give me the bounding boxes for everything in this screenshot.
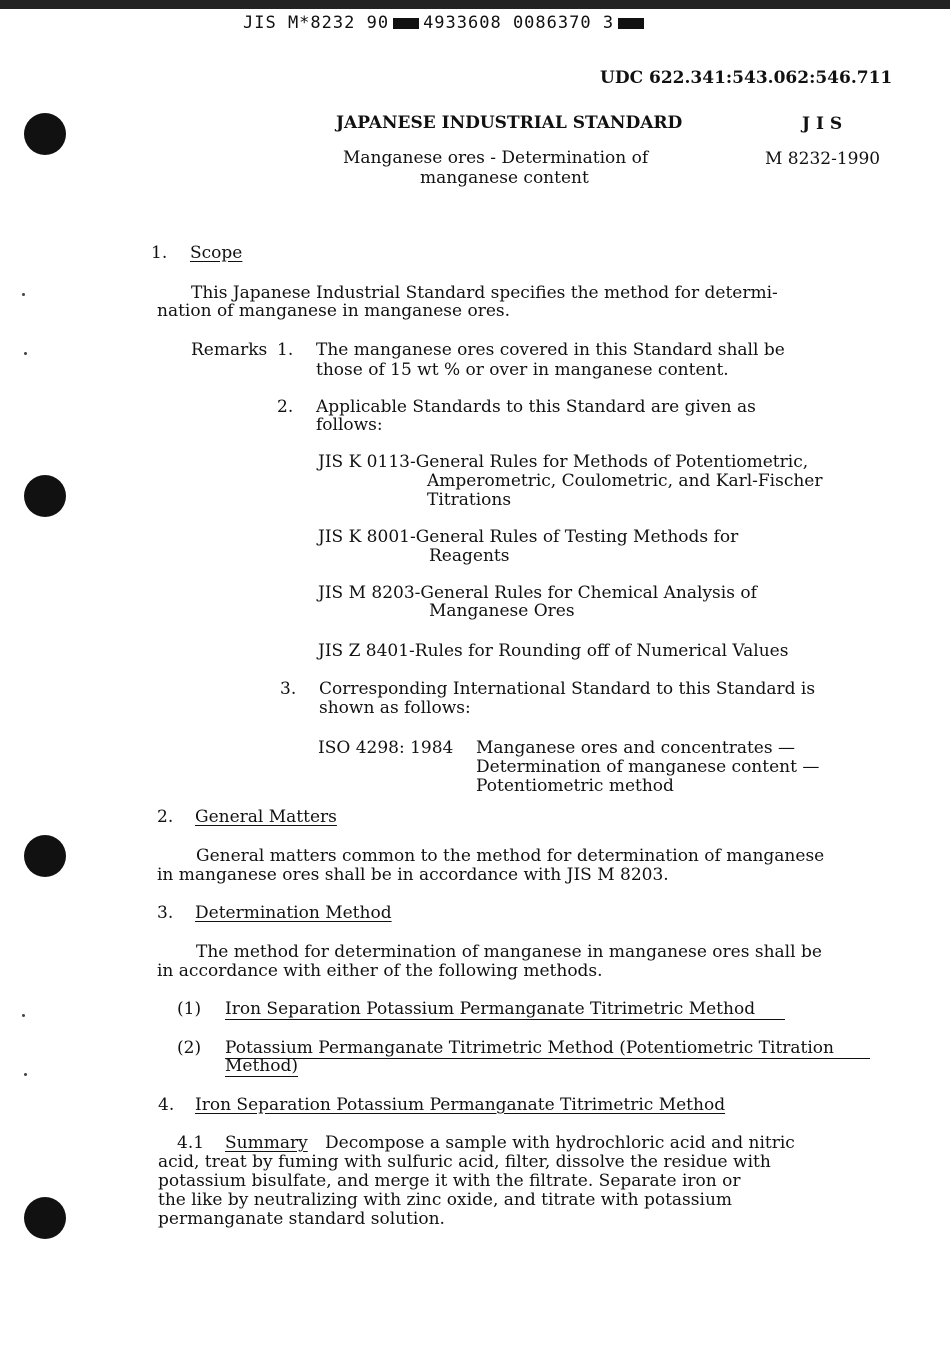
remark-line: follows: <box>316 415 383 435</box>
iso-title: Potentiometric method <box>476 776 674 796</box>
paragraph-line: the like by neutralizing with zinc oxide, and titrate with potassium <box>158 1190 733 1210</box>
doc-number: M 8232-1990 <box>765 149 881 169</box>
iso-title: Manganese ores and concentrates — <box>476 738 795 758</box>
scan-speck <box>22 293 25 296</box>
punch-hole <box>24 113 66 155</box>
barcode-block <box>393 18 419 29</box>
section-number: 1. <box>151 243 168 263</box>
standard-ref: JIS M 8203-General Rules for Chemical Analysis of <box>318 583 757 603</box>
remark-number: 3. <box>280 679 297 699</box>
section-number: 3. <box>157 903 174 923</box>
scan-speck <box>22 1014 25 1017</box>
remark-line: Applicable Standards to this Standard are given as <box>316 397 756 417</box>
jis-label: J I S <box>802 114 843 134</box>
subsection-number: 4.1 <box>177 1133 205 1153</box>
remark-line: shown as follows: <box>319 698 471 718</box>
udc-code: UDC 622.341:543.062:546.711 <box>600 68 893 88</box>
doc-title-line1: Manganese ores - Determination of <box>343 148 649 168</box>
standard-ref: JIS Z 8401-Rules for Rounding off of Numerical Values <box>318 641 789 661</box>
section-heading-scope: Scope <box>190 243 243 263</box>
scan-edge <box>0 0 950 9</box>
punch-hole <box>24 475 66 517</box>
iso-title: Determination of manganese content — <box>476 757 820 777</box>
iso-code: ISO 4298: 1984 <box>318 738 454 758</box>
punch-hole <box>24 835 66 877</box>
standard-ref: Manganese Ores <box>429 601 575 621</box>
punch-hole <box>24 1197 66 1239</box>
section-heading-method: Determination Method <box>195 903 392 923</box>
subsection-heading-summary: Summary <box>225 1133 308 1153</box>
remark-line: Corresponding International Standard to this Standard is <box>319 679 816 699</box>
method-title: Potassium Permanganate Titrimetric Method (Potentiometric Titration <box>225 1038 834 1058</box>
remark-number: 1. <box>277 340 294 360</box>
standard-ref: Titrations <box>427 490 512 510</box>
paragraph-line: permanganate standard solution. <box>158 1209 445 1229</box>
method-number: (1) <box>177 999 202 1019</box>
scan-speck <box>24 1073 27 1076</box>
standard-title: JAPANESE INDUSTRIAL STANDARD <box>336 113 683 133</box>
paragraph-line: The method for determination of manganese in manganese ores shall be <box>196 942 822 962</box>
method-number: (2) <box>177 1038 202 1058</box>
standard-ref: JIS K 0113-General Rules for Methods of Potentiometric, <box>318 452 809 472</box>
doc-title-line2: manganese content <box>420 168 589 188</box>
section-heading-iron-separation: Iron Separation Potassium Permanganate Titrimetric Method <box>195 1095 726 1115</box>
standard-ref: Amperometric, Coulometric, and Karl-Fischer <box>427 471 823 491</box>
remark-line: those of 15 wt % or over in manganese content. <box>316 360 729 380</box>
catalog-code <box>243 13 648 33</box>
method-underline <box>225 1019 785 1020</box>
method-title: Method) <box>225 1056 298 1076</box>
remark-number: 2. <box>277 397 294 417</box>
barcode-block <box>618 18 644 29</box>
method-underline <box>225 1076 298 1077</box>
catalog-code-part1: JIS M*8232 90 <box>243 13 390 33</box>
section-number: 4. <box>158 1095 175 1115</box>
standard-ref: Reagents <box>429 546 510 566</box>
paragraph-line: General matters common to the method for determination of manganese <box>196 846 825 866</box>
paragraph-line: in accordance with either of the following methods. <box>157 961 603 981</box>
remark-line: The manganese ores covered in this Standard shall be <box>316 340 785 360</box>
paragraph-line: acid, treat by fuming with sulfuric acid, filter, dissolve the residue with <box>158 1152 771 1172</box>
paragraph-line: nation of manganese in manganese ores. <box>157 301 511 321</box>
paragraph-line: in manganese ores shall be in accordance with JIS M 8203. <box>157 865 669 885</box>
section-heading-general: General Matters <box>195 807 337 827</box>
paragraph-line: Decompose a sample with hydrochloric acid and nitric <box>325 1133 795 1153</box>
paragraph-line: This Japanese Industrial Standard specifies the method for determi- <box>191 283 778 303</box>
remarks-label: Remarks <box>191 340 268 360</box>
scan-speck <box>24 352 27 355</box>
section-number: 2. <box>157 807 174 827</box>
method-title: Iron Separation Potassium Permanganate Titrimetric Method <box>225 999 756 1019</box>
catalog-code-part2: 4933608 0086370 3 <box>423 13 615 33</box>
paragraph-line: potassium bisulfate, and merge it with the filtrate. Separate iron or <box>158 1171 741 1191</box>
method-underline <box>225 1058 870 1059</box>
standard-ref: JIS K 8001-General Rules of Testing Methods for <box>318 527 739 547</box>
